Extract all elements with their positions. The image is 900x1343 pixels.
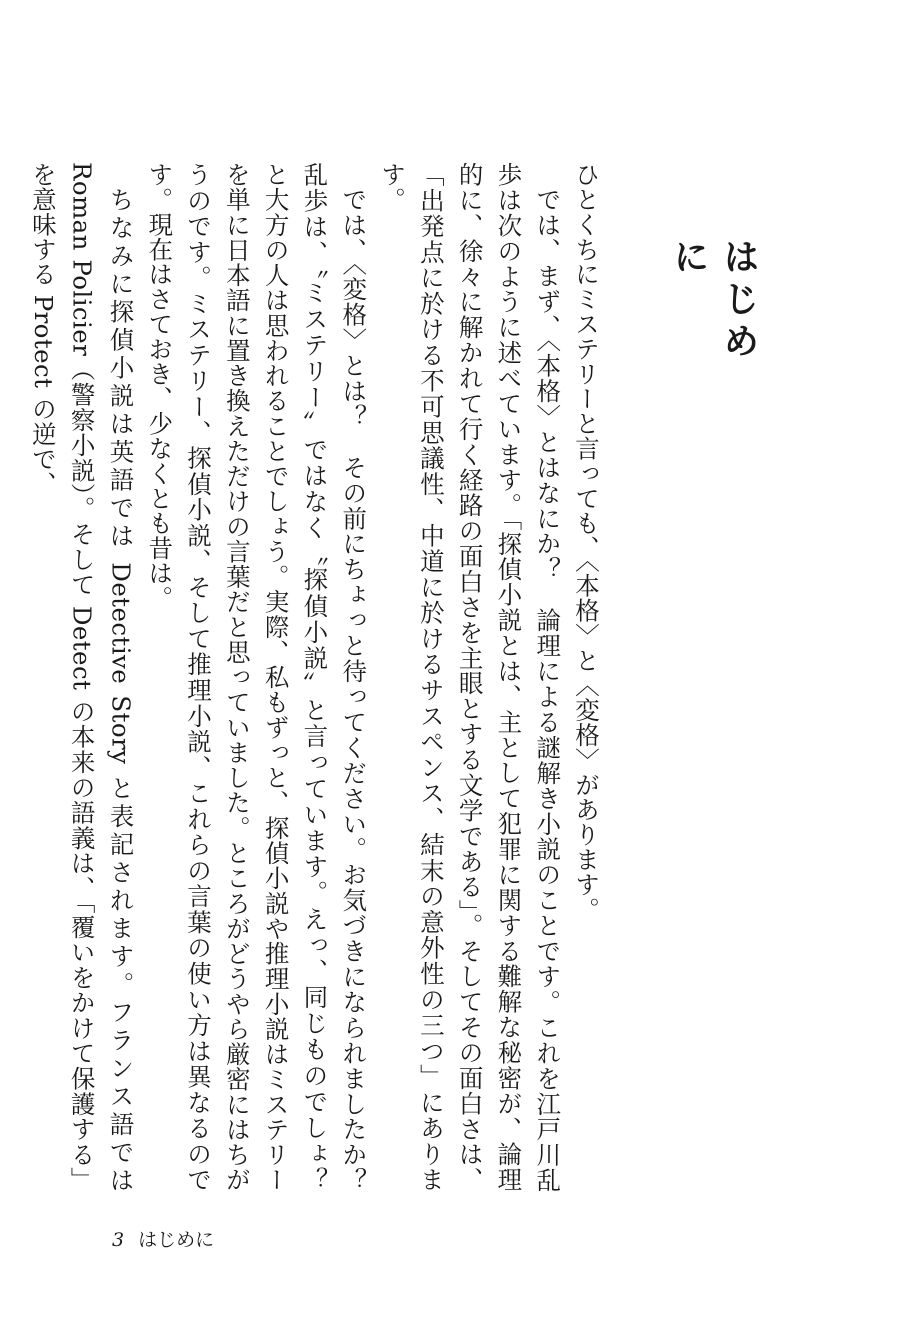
paragraph-4: ちなみに探偵小説は英語では Detective Story と表記されます。フランス語では Roman Policier（警察小説）。そして Detect の本来の語義は、「覆いをかけて保護する」を意味する Protect の逆で、 — [28, 162, 136, 1192]
paragraph-3: では、〈変格〉とは？ その前にちょっと待ってください。お気づきになられましたか？ 乱歩は、〝ミステリー〟ではなく〝探偵小説〟と言っています。えっ、同じものでしょ？ と大方の人は思われることでしょう。実際、私もずっと、探偵小説や推理小説はミステリーを単に日本語に置き換えただけの言葉だと思っていました。ところがどうやら厳密にはちがうのです。ミステリー、探偵小説、そして推理小説、これらの言葉の使い方は異なるのです。現在はさておき、少なくとも昔は。 — [145, 162, 369, 1217]
page-number: 3 — [112, 1229, 125, 1251]
page-footer — [112, 1228, 214, 1252]
body-text — [28, 162, 605, 1217]
chapter-title: はじめに — [668, 238, 760, 364]
paragraph-1: ひとくちにミステリーと言っても、〈本格〉と〈変格〉があります。 — [572, 162, 601, 922]
running-title: はじめに — [138, 1229, 215, 1251]
paragraph-2: では、まず、〈本格〉とはなにか？ 論理による謎解き小説のことです。これを江戸川乱歩は次のように述べています。「探偵小説とは、主として犯罪に関する難解な秘密が、論理的に、徐々に解かれて行く経路の面白さを主眼とする文学である」。そしてその面白さは、「出発点に於ける不可思議性、中道に於けるサスペンス、結末の意外性の三つ」にあります。 — [378, 162, 563, 1192]
